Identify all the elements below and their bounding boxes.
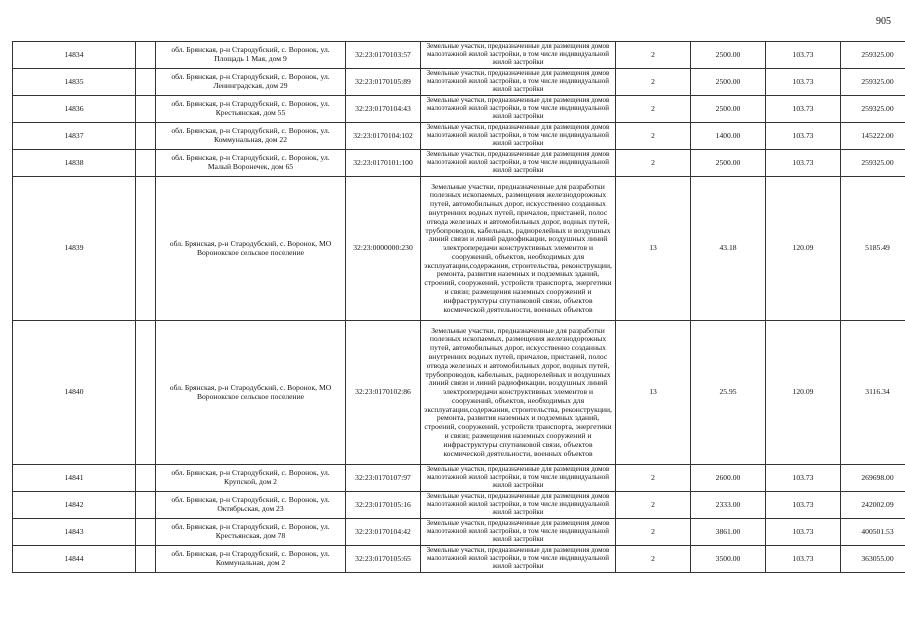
area-cell: 2600.00 [691,465,766,492]
table-row [13,519,905,546]
blank-cell [136,150,156,177]
land-use-cell: Земельные участки, предназначенные для размещения домов малоэтажной жилой застройки, в том числе индивидуальной жилой застройки [421,519,616,546]
group-cell: 2 [616,465,691,492]
specific-value-cell: 120.09 [766,177,841,321]
address-cell: обл. Брянская, р-н Стародубский, с. Воронок, ул. Площадь 1 Мая, дом 9 [156,42,346,69]
cadastral-value-table [12,41,905,573]
area-cell: 25.95 [691,321,766,465]
group-cell: 13 [616,321,691,465]
specific-value-cell: 103.73 [766,42,841,69]
cadastral-value-cell: 145222.00 [841,123,905,150]
address-cell: обл. Брянская, р-н Стародубский, с. Воронок, ул. Октябрьская, дом 23 [156,492,346,519]
land-use-cell: Земельные участки, предназначенные для размещения домов малоэтажной жилой застройки, в том числе индивидуальной жилой застройки [421,492,616,519]
cadastral-number-cell: 32:23:0170103:57 [346,42,421,69]
blank-cell [136,519,156,546]
record-number-cell: 14835 [13,69,136,96]
cadastral-value-cell: 5185.49 [841,177,905,321]
group-cell: 13 [616,177,691,321]
record-number-cell: 14839 [13,177,136,321]
specific-value-cell: 103.73 [766,69,841,96]
cadastral-value-cell: 269698.00 [841,465,905,492]
table-row [13,321,905,465]
land-use-cell: Земельные участки, предназначенные для размещения домов малоэтажной жилой застройки, в том числе индивидуальной жилой застройки [421,465,616,492]
address-cell: обл. Брянская, р-н Стародубский, с. Воронок, ул. Крестьянская, дом 78 [156,519,346,546]
land-use-cell: Земельные участки, предназначенные для размещения домов малоэтажной жилой застройки, в том числе индивидуальной жилой застройки [421,42,616,69]
record-number-cell: 14836 [13,96,136,123]
table-row [13,123,905,150]
address-cell: обл. Брянская, р-н Стародубский, с. Воронок, МО Воронокское сельское поселение [156,177,346,321]
record-number-cell: 14840 [13,321,136,465]
area-cell: 2500.00 [691,96,766,123]
cadastral-value-cell: 259325.00 [841,150,905,177]
table-row [13,96,905,123]
address-cell: обл. Брянская, р-н Стародубский, с. Воронок, ул. Крестьянская, дом 55 [156,96,346,123]
record-number-cell: 14843 [13,519,136,546]
blank-cell [136,546,156,573]
cadastral-value-cell: 259325.00 [841,42,905,69]
cadastral-number-cell: 32:23:0170105:65 [346,546,421,573]
land-use-cell: Земельные участки, предназначенные для размещения домов малоэтажной жилой застройки, в том числе индивидуальной жилой застройки [421,150,616,177]
cadastral-number-cell: 32:23:0170104:43 [346,96,421,123]
group-cell: 2 [616,42,691,69]
table-row [13,492,905,519]
cadastral-value-cell: 242002.09 [841,492,905,519]
table-row [13,546,905,573]
record-number-cell: 14844 [13,546,136,573]
land-use-cell: Земельные участки, предназначенные для разработки полезных ископаемых, размещения железнодорожных путей, автомобильных дорог, искусственно созданных внутренних водных путей, причалов, пристаней, полос отвода железных и автомобильных дорог, водных путей, трубопроводов, кабельных, радиорелейных и воздушных линий связи и линий радиофикации, воздушных линий электропередачи конструктивных элементов и сооружений, объектов, необходимых для эксплуатации,содержания, строительства, реконструкции, ремонта, развития наземных и подземных зданий, строений, сооружений, устройств транспорта, энергетики и связи; размещения наземных сооружений и инфраструктуры спутниковой связи, объектов космической деятельности, военных объектов [421,321,616,465]
blank-cell [136,321,156,465]
address-cell: обл. Брянская, р-н Стародубский, с. Воронок, ул. Коммунальная, дом 2 [156,546,346,573]
table-body [13,42,905,573]
table-row [13,150,905,177]
blank-cell [136,492,156,519]
record-number-cell: 14838 [13,150,136,177]
cadastral-value-cell: 3116.34 [841,321,905,465]
group-cell: 2 [616,96,691,123]
specific-value-cell: 103.73 [766,123,841,150]
blank-cell [136,123,156,150]
blank-cell [136,177,156,321]
land-use-cell: Земельные участки, предназначенные для размещения домов малоэтажной жилой застройки, в том числе индивидуальной жилой застройки [421,123,616,150]
area-cell: 2500.00 [691,42,766,69]
specific-value-cell: 103.73 [766,546,841,573]
record-number-cell: 14841 [13,465,136,492]
record-number-cell: 14837 [13,123,136,150]
cadastral-number-cell: 32:23:0170105:16 [346,492,421,519]
cadastral-number-cell: 32:23:0170104:42 [346,519,421,546]
land-use-cell: Земельные участки, предназначенные для размещения домов малоэтажной жилой застройки, в том числе индивидуальной жилой застройки [421,69,616,96]
land-use-cell: Земельные участки, предназначенные для размещения домов малоэтажной жилой застройки, в том числе индивидуальной жилой застройки [421,546,616,573]
specific-value-cell: 103.73 [766,150,841,177]
cadastral-number-cell: 32:23:0170107:97 [346,465,421,492]
specific-value-cell: 120.09 [766,321,841,465]
group-cell: 2 [616,150,691,177]
cadastral-number-cell: 32:23:0170105:89 [346,69,421,96]
specific-value-cell: 103.73 [766,465,841,492]
specific-value-cell: 103.73 [766,519,841,546]
specific-value-cell: 103.73 [766,492,841,519]
table-row [13,69,905,96]
area-cell: 3861.00 [691,519,766,546]
area-cell: 2500.00 [691,69,766,96]
group-cell: 2 [616,519,691,546]
cadastral-value-cell: 259325.00 [841,96,905,123]
area-cell: 43.18 [691,177,766,321]
group-cell: 2 [616,492,691,519]
table-row [13,465,905,492]
land-use-cell: Земельные участки, предназначенные для разработки полезных ископаемых, размещения железнодорожных путей, автомобильных дорог, искусственно созданных внутренних водных путей, причалов, пристаней, полос отвода железных и автомобильных дорог, водных путей, трубопроводов, кабельных, радиорелейных и воздушных линий связи и линий радиофикации, воздушных линий электропередачи конструктивных элементов и сооружений, объектов, необходимых для эксплуатации,содержания, строительства, реконструкции, ремонта, развития наземных и подземных зданий, строений, сооружений, устройств транспорта, энергетики и связи; размещения наземных сооружений и инфраструктуры спутниковой связи, объектов космической деятельности, военных объектов [421,177,616,321]
blank-cell [136,42,156,69]
group-cell: 2 [616,123,691,150]
table-row [13,177,905,321]
cadastral-number-cell: 32:23:0000000:230 [346,177,421,321]
record-number-cell: 14834 [13,42,136,69]
blank-cell [136,96,156,123]
record-number-cell: 14842 [13,492,136,519]
page-number: 905 [876,16,891,27]
cadastral-value-cell: 400501.53 [841,519,905,546]
specific-value-cell: 103.73 [766,96,841,123]
cadastral-number-cell: 32:23:0170102:86 [346,321,421,465]
cadastral-number-cell: 32:23:0170101:100 [346,150,421,177]
area-cell: 2333.00 [691,492,766,519]
address-cell: обл. Брянская, р-н Стародубский, с. Воронок, ул. Крупской, дом 2 [156,465,346,492]
cadastral-value-cell: 259325.00 [841,69,905,96]
area-cell: 3500.00 [691,546,766,573]
group-cell: 2 [616,546,691,573]
blank-cell [136,465,156,492]
address-cell: обл. Брянская, р-н Стародубский, с. Воронок, МО Воронокское сельское поселение [156,321,346,465]
cadastral-number-cell: 32:23:0170104:102 [346,123,421,150]
area-cell: 1400.00 [691,123,766,150]
cadastral-value-cell: 363055.00 [841,546,905,573]
table-row [13,42,905,69]
land-use-cell: Земельные участки, предназначенные для размещения домов малоэтажной жилой застройки, в том числе индивидуальной жилой застройки [421,96,616,123]
blank-cell [136,69,156,96]
group-cell: 2 [616,69,691,96]
address-cell: обл. Брянская, р-н Стародубский, с. Воронок, ул. Ленинградская, дом 29 [156,69,346,96]
area-cell: 2500.00 [691,150,766,177]
address-cell: обл. Брянская, р-н Стародубский, с. Воронок, ул. Коммунальная, дом 22 [156,123,346,150]
address-cell: обл. Брянская, р-н Стародубский, с. Воронок, ул. Малый Воронечек, дом 65 [156,150,346,177]
